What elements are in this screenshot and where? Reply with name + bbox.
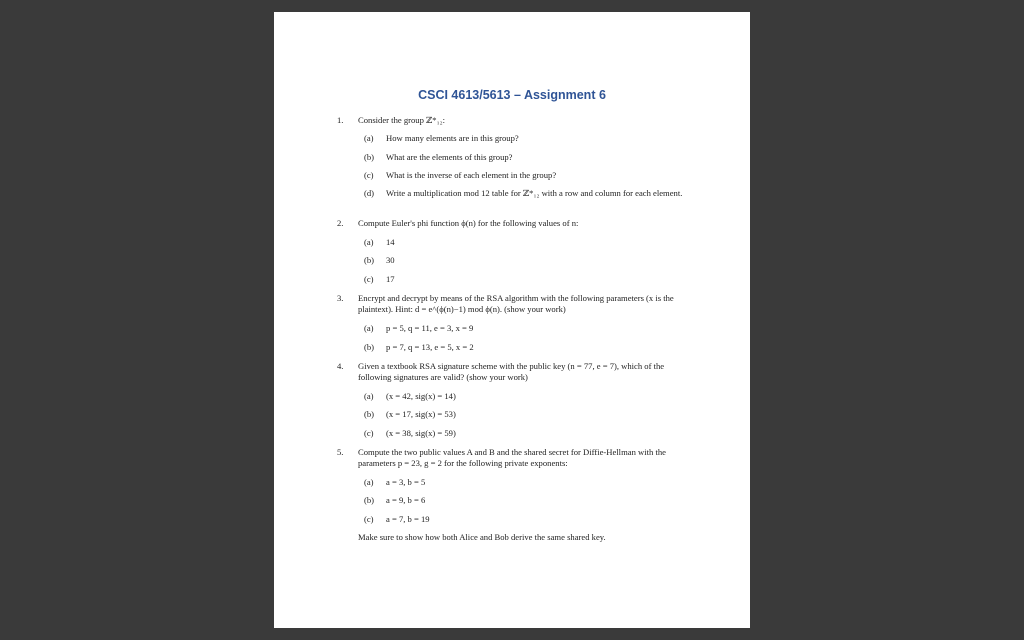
part-text: Write a multiplication mod 12 table for ℤ*₁₂ with a row and column for each element. (386, 188, 683, 198)
part-label: (a) (364, 477, 374, 487)
part-label: (c) (364, 428, 374, 438)
part-label: (c) (364, 514, 374, 524)
part-label: (a) (364, 133, 374, 143)
part-text: (x = 38, sig(x) = 59) (386, 428, 456, 438)
part-label: (b) (364, 409, 375, 419)
part-text: a = 9, b = 6 (386, 495, 426, 505)
part-text: 17 (386, 274, 395, 284)
part-text: a = 7, b = 19 (386, 514, 430, 524)
question-number: 2. (337, 218, 344, 228)
part-label: (c) (364, 170, 374, 180)
part-text: p = 5, q = 11, e = 3, x = 9 (386, 323, 474, 333)
question-text: Given a textbook RSA signature scheme with the public key (n = 77, e = 7), which of the following signatures are valid? (show your work) (358, 361, 665, 382)
page-title: CSCI 4613/5613 – Assignment 6 (418, 88, 606, 102)
part-label: (d) (364, 188, 375, 198)
question-number: 3. (337, 293, 344, 303)
question-number: 4. (337, 361, 344, 371)
part-label: (b) (364, 152, 375, 162)
part-label: (a) (364, 323, 374, 333)
part-label: (a) (364, 237, 374, 247)
closing-note: Make sure to show how both Alice and Bob derive the same shared key. (358, 532, 606, 542)
question-text: Compute Euler's phi function ϕ(n) for the following values of n: (358, 218, 579, 228)
part-text: How many elements are in this group? (386, 133, 519, 143)
part-label: (b) (364, 342, 375, 352)
part-label: (b) (364, 255, 375, 265)
document-page (274, 12, 750, 628)
part-text: What is the inverse of each element in the group? (386, 170, 557, 180)
question-text: Compute the two public values A and B and the shared secret for Diffie-Hellman with the parameters p = 23, g = 2 for the following private exponents: (358, 447, 666, 468)
part-text: (x = 17, sig(x) = 53) (386, 409, 456, 419)
part-label: (c) (364, 274, 374, 284)
question-number: 5. (337, 447, 344, 457)
part-text: a = 3, b = 5 (386, 477, 426, 487)
part-text: p = 7, q = 13, e = 5, x = 2 (386, 342, 474, 352)
question-text: Consider the group ℤ*₁₂: (358, 115, 445, 125)
part-label: (b) (364, 495, 375, 505)
part-text: What are the elements of this group? (386, 152, 513, 162)
part-text: 30 (386, 255, 395, 265)
part-text: 14 (386, 237, 395, 247)
part-text: (x = 42, sig(x) = 14) (386, 391, 456, 401)
question-text: Encrypt and decrypt by means of the RSA algorithm with the following parameters (x is the plaintext). Hint: d = e^(ϕ(n)−1) mod ϕ(n). (show your work) (358, 293, 674, 314)
question-number: 1. (337, 115, 344, 125)
part-label: (a) (364, 391, 374, 401)
